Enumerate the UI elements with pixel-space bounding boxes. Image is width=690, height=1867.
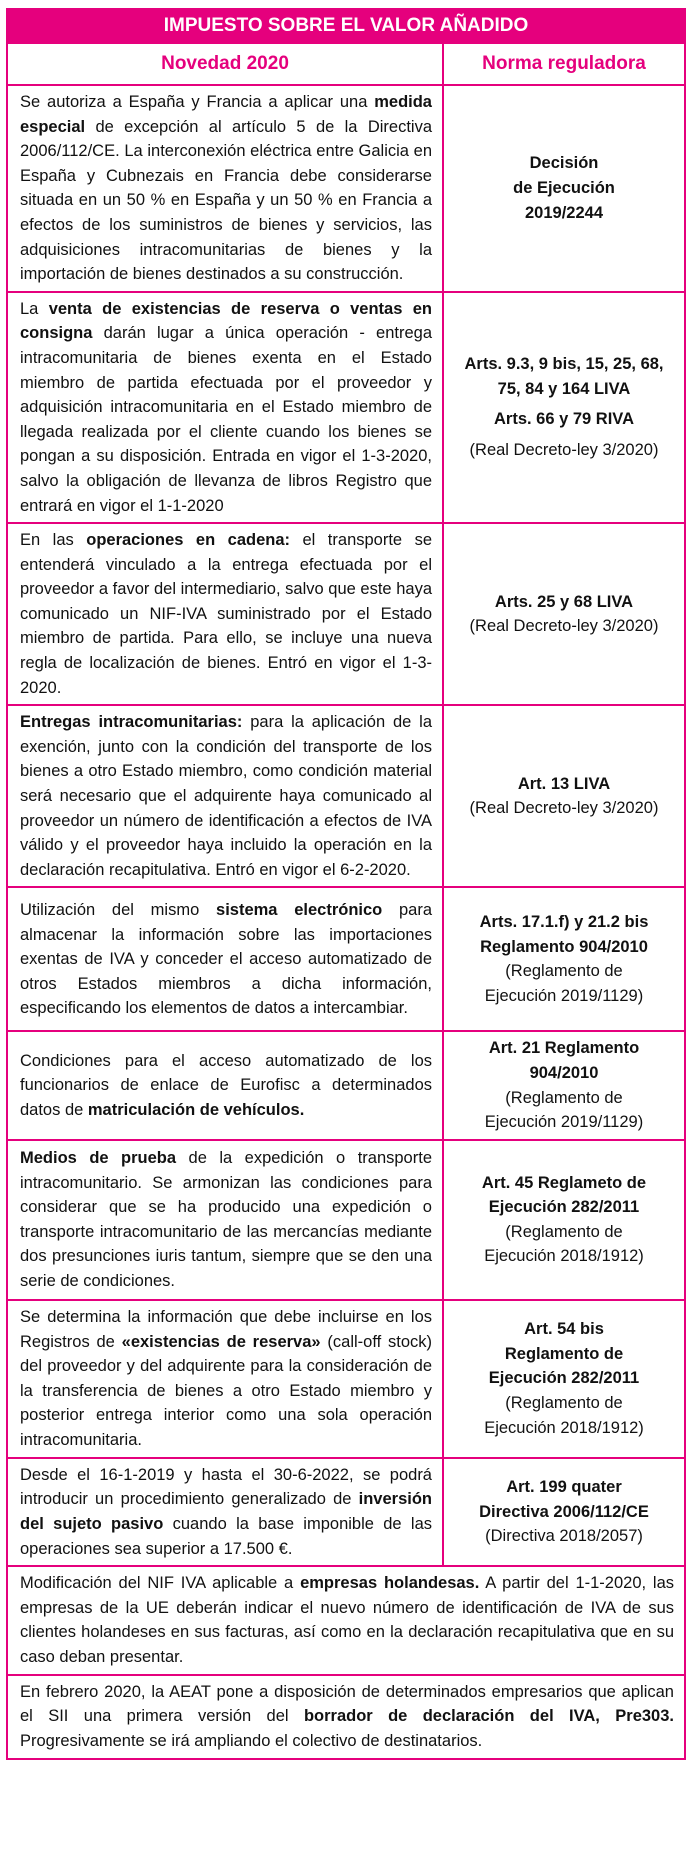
body-text: Se determina la información que debe incluirse en los Registros de [20,1308,432,1351]
regulation-reference: Art. 21 Reglamento [488,1039,640,1058]
table-row [7,1031,685,1139]
regulation-source: (Directiva 2018/2057) [485,1527,643,1546]
full-width-row [7,1566,685,1674]
regulation-reference: Arts. 17.1.f) y 21.2 bis [479,913,649,932]
vat-table-container [6,8,684,1760]
header-norma: Norma reguladora [443,43,685,85]
bold-text: borrador de declaración del IVA, Pre303. [303,1707,674,1726]
novedad-cell [7,523,443,705]
table-row [7,1300,685,1458]
novedad-cell [7,1458,443,1566]
regulation-reference: Arts. 25 y 68 LIVA [494,592,634,611]
regulation-reference: Art. 54 bis [524,1320,604,1339]
body-text: cuando la base imponible de las operaciones sea superior a 17.500 €. [20,1514,432,1558]
regulation-source: (Reglamento de [505,1222,623,1241]
body-text: Se autoriza a España y Francia a aplicar una [20,93,375,111]
vat-novelties-table [6,8,686,1760]
regulation-source: (Reglamento de [505,1088,623,1107]
body-text: Modificación del NIF IVA aplicable a [20,1574,301,1593]
norma-cell [443,292,685,523]
regulation-reference: Art. 199 quater [506,1478,622,1497]
body-text: Utilización del mismo [20,900,217,919]
regulation-reference: Decisión [529,154,599,173]
table-row [7,1458,685,1566]
bold-text: venta de existencias de reserva o ventas en consigna [20,299,432,343]
novedad-cell [7,1140,443,1300]
regulation-reference: Ejecución 282/2011 [488,1369,640,1388]
norma-cell [443,887,685,1031]
regulation-reference: Arts. 66 y 79 RIVA [493,410,634,429]
body-text: darán lugar a única operación - entrega intracomunitaria de bienes exenta en el Estado miembro de partida efectuada por el proveedor y adquisición intracomunitaria en el Estado miembro de llegada realizada por el cliente cuando los bienes se pongan a su disposición. Entrada en vigor el 1-3-2020, salvo la obligación de llevanza de libros Registro que entrará en vigor el 1-1-2020 [20,324,432,515]
body-text: A partir del 1-1-2020, las empresas de la UE deberán indicar el nuevo número de identificación de IVA de sus clientes holandeses en sus facturas, así como en la declaración recapitulativa que en su caso deban presentar. [20,1574,675,1666]
body-text: el transporte se entenderá vinculado a la entrega efectuada por el proveedor a favor del intermediario, salvo que este haya comunicado un NIF-IVA suministrado por el Estado miembro de partida. Para ello, se incluye una nueva regla de localización de bienes. Entró en vigor el 1-3-2020. [20,531,432,697]
body-text: para la aplicación de la exención, junto con la condición del transporte de los bienes a otro Estado miembro, como condición material será necesario que el adquirente haya comunicado al proveedor un número de identificación a efectos de IVA válido y el proveedor haya incluido la operación en la declaración recapitulativa. Entró en vigor el 6-2-2020. [20,713,432,879]
norma-cell [443,1300,685,1458]
regulation-source: Ejecución 2019/1129) [484,987,644,1005]
body-text: (call-off stock) del proveedor y del adquirente para la consideración de la transferencia de bienes a otro Estado miembro y posterior entrega interior como una sola operación intracomunitaria. [20,1332,433,1449]
regulation-source: (Real Decreto-ley 3/2020) [469,441,659,460]
table-title: IMPUESTO SOBRE EL VALOR AÑADIDO [7,9,685,43]
norma-cell [443,1031,685,1139]
regulation-reference: 904/2010 [529,1064,599,1082]
regulation-reference: Arts. 9.3, 9 bis, 15, 25, 68, 75, 84 y 164 LIVA [464,355,664,398]
bold-text: sistema electrónico [216,900,383,919]
body-text: de excepción al artículo 5 de la Directiva 2006/112/CE. La interconexión eléctrica entre Galicia en España y Cubnezais en Francia debe considerarse situada en un 50 % en España y un 50 % en Francia a efectos de los suministros de bienes y servicios, las adquisiciones intracomunitarias de bienes y la importación de bienes destinados a su construcción. [20,117,432,284]
regulation-reference: Art. 45 Reglameto de [481,1173,647,1192]
regulation-source: (Reglamento de [505,962,623,981]
body-text: Desde el 16-1-2019 y hasta el 30-6-2022, se podrá introducir un procedimiento generalizado de [20,1465,432,1509]
novedad-cell [7,1031,443,1139]
novedad-cell [7,1300,443,1458]
body-text: En las [20,531,87,550]
norma-cell [443,85,685,292]
regulation-source: Ejecución 2018/1912) [484,1247,644,1266]
table-row [7,887,685,1031]
full-width-row [7,1675,685,1759]
body-text: En febrero 2020, la AEAT pone a disposición de determinados empresarios que aplican el SII una primera versión del [20,1682,674,1726]
bold-text: Entregas intracomunitarias: [20,713,243,732]
body-text: La [20,299,49,318]
norma-cell [443,1140,685,1300]
bold-text: operaciones en cadena: [86,531,291,550]
bold-text: empresas holandesas. [300,1574,480,1593]
regulation-source: (Real Decreto-ley 3/2020) [469,799,659,818]
body-text: Condiciones para el acceso automatizado de los funcionarios de enlace de Eurofisc a determinados datos de [20,1051,432,1119]
bold-text: inversión del sujeto pasivo [20,1490,432,1533]
novedad-cell [7,292,443,523]
table-row [7,85,685,292]
body-text: para almacenar la información sobre las importaciones exentas de IVA y conceder el acceso automatizado de otros Estados miembros a dicha información, especificando los elementos de datos a intercambiar. [20,900,433,1018]
novedad-cell [7,85,443,292]
norma-cell [443,1458,685,1566]
norma-cell [443,523,685,705]
regulation-source: Ejecución 2019/1129) [484,1113,644,1132]
regulation-reference: Ejecución 282/2011 [488,1198,640,1217]
bold-text: «existencias de reserva» [121,1332,321,1351]
table-row [7,292,685,523]
full-width-cell [7,1566,685,1674]
regulation-reference: Directiva 2006/112/CE [479,1502,649,1521]
bold-text: Medios de prueba [20,1149,177,1167]
regulation-reference: Art. 13 LIVA [517,774,611,793]
regulation-source: (Real Decreto-ley 3/2020) [469,617,659,636]
body-text: de la expedición o transporte intracomunitario. Se armonizan las condiciones para considerar que se ha producido una expedición o transporte intracomunitario de las mercancías mediante dos presunciones iuris tantum, siempre que se den una serie de condiciones. [20,1149,432,1290]
regulation-reference: Reglamento de [504,1344,624,1363]
bold-text: medida especial [20,93,432,136]
regulation-source: Ejecución 2018/1912) [484,1418,644,1437]
regulation-reference: Reglamento 904/2010 [480,937,648,956]
full-width-cell [7,1675,685,1759]
table-row [7,1140,685,1300]
table-row [7,705,685,887]
regulation-reference: de Ejecución [513,179,615,198]
norma-cell [443,705,685,887]
novedad-cell [7,705,443,887]
title-row [7,9,685,43]
table-row [7,523,685,705]
novedad-cell [7,887,443,1031]
header-novedad: Novedad 2020 [7,43,443,85]
body-text: Progresivamente se irá ampliando el colectivo de destinatarios. [20,1731,483,1750]
header-row [7,43,685,85]
regulation-source: (Reglamento de [505,1394,623,1413]
bold-text: matriculación de vehículos. [87,1100,305,1119]
regulation-reference: 2019/2244 [525,203,603,222]
